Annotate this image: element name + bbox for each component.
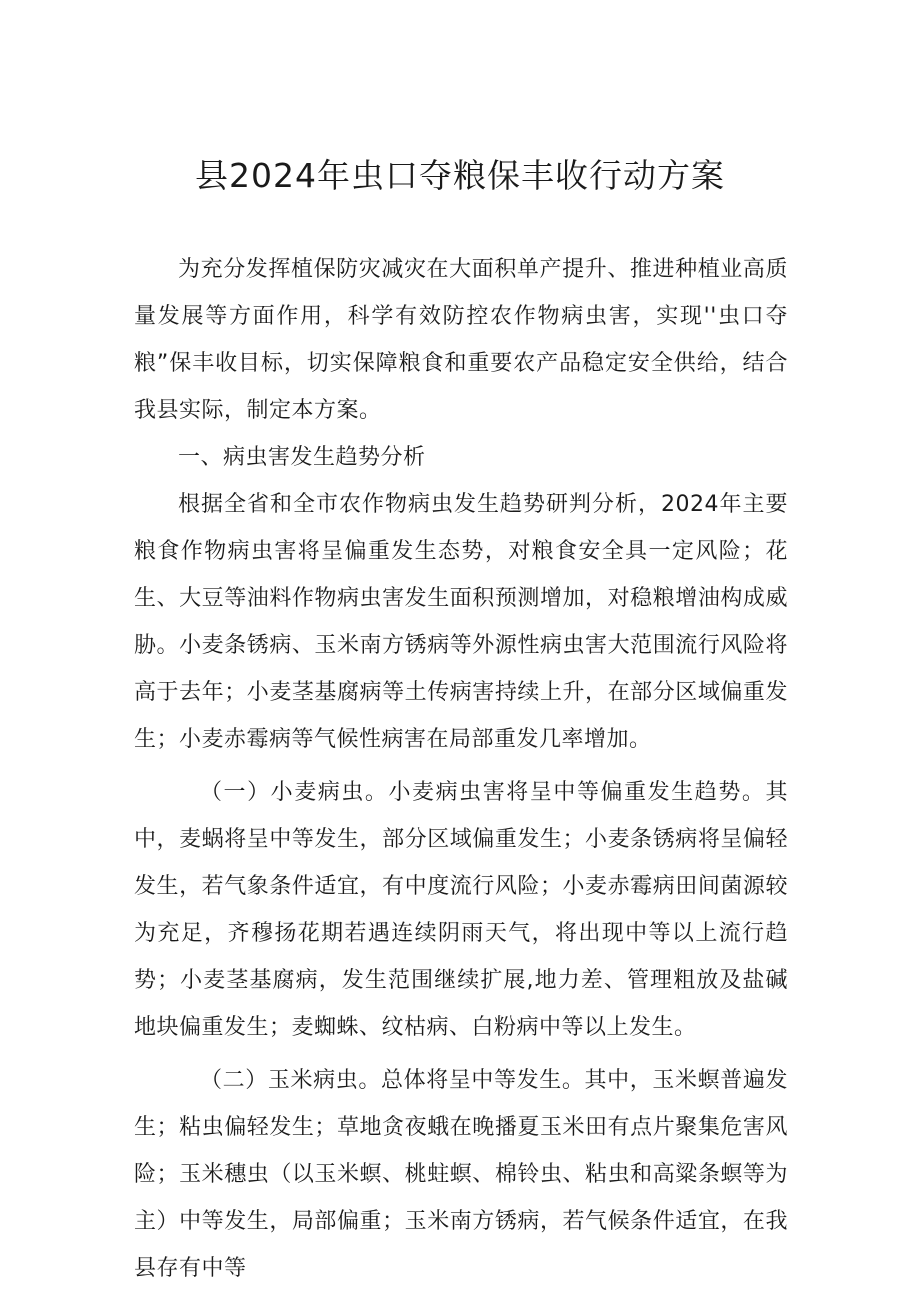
corn-pests-paragraph: （二）玉米病虫。总体将呈中等发生。其中，玉米螟普遍发生；粘虫偏轻发生；草地贪夜蛾在晚播夏玉米田有点片聚集危害风险；玉米穗虫（以玉米螟、桃蛀螟、棉铃虫、粘虫和高粱条螟等为主）中等发生，局部偏重；玉米南方锈病，若气候条件适宜，在我县存有中等 [134, 1068, 788, 1281]
wheat-pests-paragraph: （一）小麦病虫。小麦病虫害将呈中等偏重发生趋势。其中，麦蜗将呈中等发生，部分区域偏重发生；小麦条锈病将呈偏轻发生，若气象条件适宜，有中度流行风险；小麦赤霉病田间菌源较为充足，齐穆扬花期若遇连续阴雨天气，将出现中等以上流行趋势；小麦茎基腐病，发生范围继续扩展,地力差、管理粗放及盐碱地块偏重发生；麦蜘蛛、纹枯病、白粉病中等以上发生。 [134, 780, 788, 1040]
intro-paragraph: 为充分发挥植保防灾减灾在大面积单产提升、推进种植业高质量发展等方面作用，科学有效防控农作物病虫害，实现''虫口夺粮”保丰收目标，切实保障粮食和重要农产品稳定安全供给，结合我县实际，制定本方案。 [134, 257, 788, 423]
section-heading-trend-analysis: 一、病虫害发生趋势分析 [178, 445, 426, 470]
document-body [134, 246, 788, 1292]
trend-analysis-paragraph: 根据全省和全市农作物病虫发生趋势研判分析，2024年主要粮食作物病虫害将呈偏重发生态势，对粮食安全具一定风险；花生、大豆等油料作物病虫害发生面积预测增加，对稳粮增油构成威胁。小麦条锈病、玉米南方锈病等外源性病虫害大范围流行风险将高于去年；小麦茎基腐病等土传病害持续上升，在部分区域偏重发生；小麦赤霉病等气候性病害在局部重发几率增加。 [134, 492, 788, 752]
document-title: 县2024年虫口夺粮保丰收行动方案 [195, 156, 725, 195]
